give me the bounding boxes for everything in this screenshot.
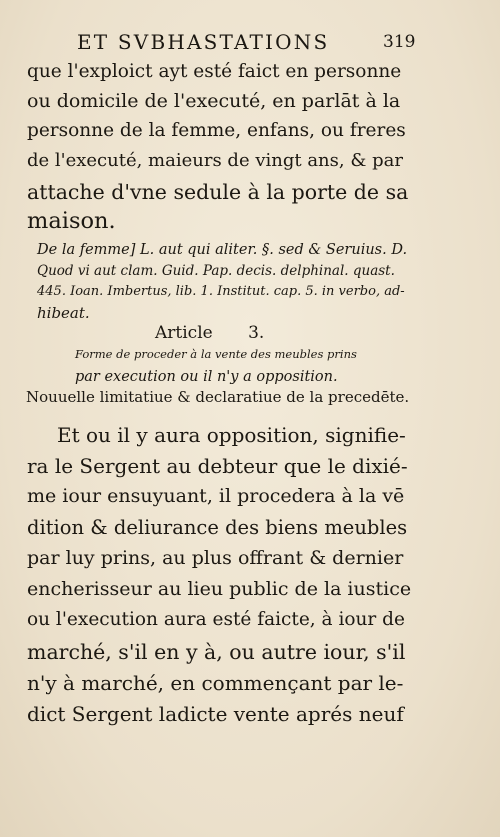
body-line: dict Sergent ladicte vente aprés neuf — [27, 702, 404, 726]
body-line: me iour ensuyuant, il procedera à la vē — [27, 485, 405, 507]
running-head: ET SVBHASTATIONS — [77, 30, 330, 54]
rubric-line: Forme de proceder à la vente des meubles prins — [75, 347, 357, 361]
body-line: ou l'execution aura esté faicte, à iour de — [27, 609, 405, 630]
article-label: Article — [155, 323, 213, 343]
body-line: par luy prins, au plus offrant & dernier — [27, 547, 404, 569]
intro-line: attache d'vne sedule à la porte de sa — [27, 180, 409, 204]
rubric-line: par execution ou il n'y a opposition. — [75, 369, 338, 385]
intro-line: personne de la femme, enfans, ou freres — [27, 120, 406, 141]
marginal-note: Nouuelle limitatiue & declaratiue de la precedēte. — [26, 388, 410, 406]
note-line: 445. Ioan. Imbertus, lib. 1. Institut. cap. 5. in verbo, ad- — [37, 284, 405, 299]
article-heading — [155, 323, 264, 343]
body-line: Et ou il y aura opposition, signifie- — [57, 423, 406, 447]
body-line: encherisseur au lieu public de la iustice — [27, 578, 412, 600]
note-line: hibeat. — [37, 304, 90, 322]
intro-line: ou domicile de l'executé, en parlāt à la — [27, 90, 401, 112]
page-number: 319 — [383, 32, 416, 52]
intro-line: que l'exploict ayt esté faict en personne — [27, 61, 402, 82]
page-header — [0, 30, 500, 60]
body-line: n'y à marché, en commençant par le- — [27, 671, 404, 695]
body-line: dition & deliurance des biens meubles — [27, 516, 408, 539]
note-line: De la femme] L. aut qui aliter. §. sed & Seruius. D. — [37, 242, 408, 258]
intro-line: de l'executé, maieurs de vingt ans, & par — [27, 150, 403, 171]
note-line: Quod vi aut clam. Guid. Pap. decis. delphinal. quast. — [37, 263, 395, 279]
body-line: ra le Sergent au debteur que le dixié- — [27, 454, 408, 478]
body-line: marché, s'il en y à, ou autre iour, s'il — [27, 640, 406, 664]
intro-line: maison. — [27, 208, 116, 234]
article-number: 3. — [248, 323, 265, 343]
